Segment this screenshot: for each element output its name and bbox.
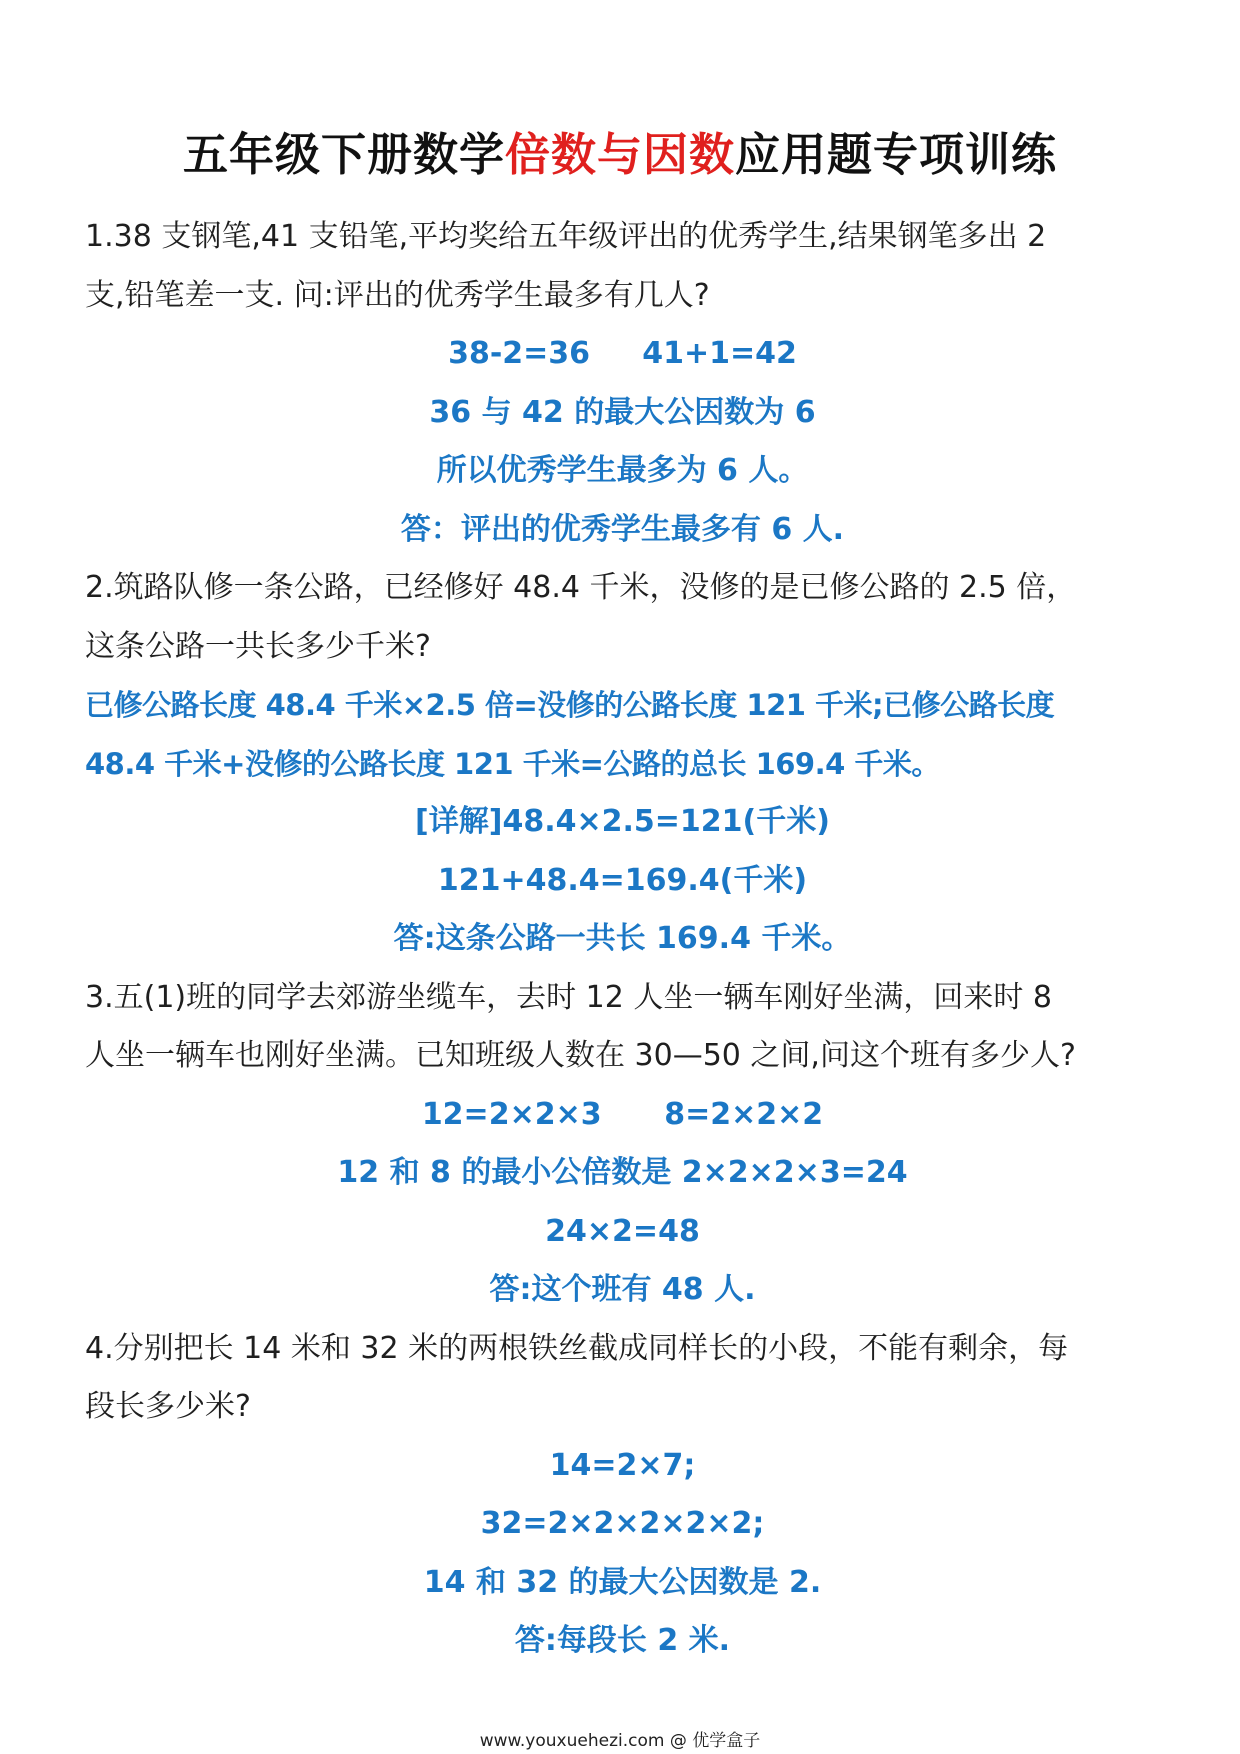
problem-2-explanation-line-1: 已修公路长度 48.4 千米×2.5 倍=没修的公路长度 121 千米;已修公路长度 bbox=[85, 688, 1055, 722]
problem-4-answer-line-4: 答:每段长 2 米. bbox=[514, 1623, 731, 1658]
problem-3-answer-line-3: 24×2=48 bbox=[545, 1213, 700, 1249]
problem-4-answer-line-1: 14=2×7; bbox=[549, 1447, 696, 1483]
problem-2-explanation-line-2: 48.4 千米+没修的公路长度 121 千米=公路的总长 169.4 千米。 bbox=[85, 746, 940, 781]
problem-2-question-line-2: 这条公路一共长多少千米? bbox=[85, 628, 431, 664]
page-title bbox=[0, 118, 1240, 183]
title-part2: 应用题专项训练 bbox=[735, 128, 1058, 181]
problem-4-question-line-2: 段长多少米? bbox=[85, 1389, 251, 1424]
title-part1: 五年级下册数学 bbox=[182, 128, 505, 181]
problem-4 bbox=[85, 1320, 1160, 1671]
problem-2-question-line-1: 2.筑路队修一条公路，已经修好 48.4 千米，没修的是已修公路的 2.5 倍， bbox=[85, 570, 1077, 605]
problem-list bbox=[85, 208, 1160, 1671]
title-highlight: 倍数与因数 bbox=[504, 128, 735, 181]
problem-2-answer-line-1: [详解]48.4×2.5=121(千米) bbox=[415, 804, 830, 839]
footer-watermark: www.youxuehezi.com @ 优学盒子 bbox=[479, 1731, 761, 1751]
problem-1-answer-line-2: 36 与 42 的最大公因数为 6 bbox=[429, 394, 816, 430]
problem-3-question-line-2: 人坐一辆车也刚好坐满。已知班级人数在 30—50 之间,问这个班有多少人? bbox=[85, 1038, 1076, 1073]
problem-2-answer-line-2: 121+48.4=169.4(千米) bbox=[437, 862, 808, 898]
problem-2-answer-line-3: 答:这条公路一共长 169.4 千米。 bbox=[393, 921, 852, 956]
problem-1-question-line-2: 支,铅笔差一支. 问:评出的优秀学生最多有几人? bbox=[85, 277, 710, 313]
problem-3-answer-line-1: 12=2×2×3 8=2×2×2 bbox=[421, 1096, 824, 1132]
problem-3 bbox=[85, 969, 1160, 1320]
problem-4-question-line-1: 4.分别把长 14 米和 32 米的两根铁丝截成同样长的小段，不能有剩余，每 bbox=[85, 1330, 1069, 1366]
problem-1 bbox=[85, 208, 1160, 559]
problem-3-answer-line-4: 答:这个班有 48 人. bbox=[489, 1272, 756, 1307]
problem-2 bbox=[85, 559, 1160, 969]
problem-1-answer-line-1: 38-2=36 41+1=42 bbox=[448, 336, 797, 371]
problem-4-answer-line-2: 32=2×2×2×2×2; bbox=[480, 1506, 765, 1541]
problem-4-answer-line-3: 14 和 32 的最大公因数是 2. bbox=[423, 1564, 822, 1600]
problem-1-answer-line-4: 答：评出的优秀学生最多有 6 人. bbox=[400, 511, 845, 547]
problem-1-answer-line-3: 所以优秀学生最多为 6 人。 bbox=[436, 453, 809, 488]
problem-3-question-line-1: 3.五(1)班的同学去郊游坐缆车，去时 12 人坐一辆车刚好坐满，回来时 8 bbox=[85, 979, 1052, 1015]
problem-3-answer-line-2: 12 和 8 的最小公倍数是 2×2×2×3=24 bbox=[337, 1155, 908, 1190]
problem-1-question-line-1: 1.38 支钢笔,41 支铅笔,平均奖给五年级评出的优秀学生,结果钢笔多出 2 bbox=[85, 219, 1047, 254]
